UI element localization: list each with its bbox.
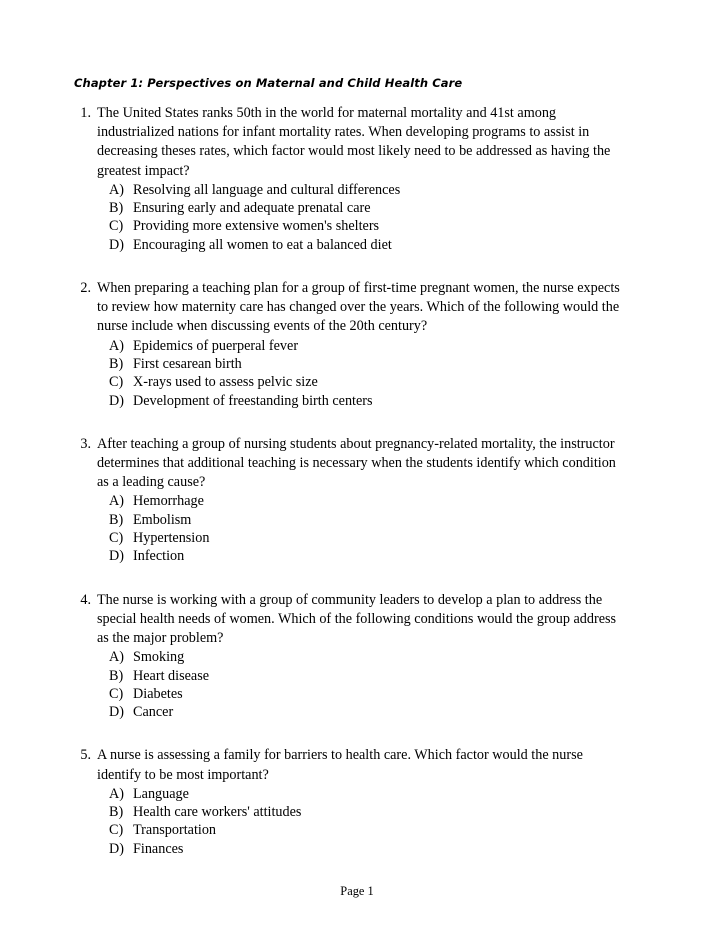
answer-option[interactable]: [109, 821, 626, 839]
question-number: 4.: [80, 591, 91, 608]
option-text: Cancer: [133, 704, 174, 721]
question-block: [74, 279, 626, 410]
option-text: Hypertension: [133, 530, 210, 546]
question-text: A nurse is assessing a family for barriers to health care. Which factor would the nurse identify to be most important?: [97, 747, 583, 783]
answer-option[interactable]: [109, 236, 626, 254]
option-letter: A): [109, 649, 124, 666]
question-text: When preparing a teaching plan for a group of first-time pregnant women, the nurse expects to review how maternity care has changed over the years. Which of the following would the nurse include when discussing events of the 20th century?: [97, 280, 620, 335]
answer-option[interactable]: [109, 373, 626, 391]
answer-option[interactable]: [109, 217, 626, 235]
option-list: [109, 785, 626, 858]
answer-option[interactable]: [109, 355, 626, 373]
question-block: [74, 435, 626, 566]
chapter-heading: Chapter 1: Perspectives on Maternal and Child Health Care: [74, 76, 463, 90]
answer-option[interactable]: [109, 703, 626, 721]
option-letter: B): [109, 667, 124, 684]
option-text: Transportation: [133, 822, 217, 839]
answer-option[interactable]: [109, 547, 626, 565]
question-number: 1.: [80, 105, 91, 121]
option-text: Development of freestanding birth centers: [133, 392, 373, 409]
option-letter: B): [109, 355, 124, 372]
question-text: The United States ranks 50th in the world for maternal mortality and 41st among industrialized nations for infant mortality rates. When developing programs to assist in decreasing theses rates, which factor would most likely need to be addressed as having the greatest impact?: [97, 105, 611, 179]
question-list: [74, 104, 626, 858]
question-stem-row: [74, 435, 626, 493]
question-block: [74, 104, 626, 254]
option-letter: D): [109, 704, 124, 721]
answer-option[interactable]: [109, 803, 626, 821]
answer-option[interactable]: [109, 840, 626, 858]
answer-option[interactable]: [109, 492, 626, 510]
option-letter: A): [109, 337, 124, 354]
answer-option[interactable]: [109, 337, 626, 355]
page-footer: Page 1: [340, 884, 374, 898]
option-text: Encouraging all women to eat a balanced diet: [133, 236, 392, 253]
option-text: Ensuring early and adequate prenatal care: [133, 200, 371, 217]
question-stem-row: [74, 591, 626, 649]
option-text: Providing more extensive women's shelters: [133, 218, 380, 235]
option-text: Heart disease: [133, 667, 210, 684]
option-text: First cesarean birth: [133, 355, 242, 372]
option-letter: D): [109, 548, 124, 565]
question-stem-row: [74, 279, 626, 337]
answer-option[interactable]: [109, 511, 626, 529]
answer-option[interactable]: [109, 648, 626, 666]
answer-option[interactable]: [109, 181, 626, 199]
option-list: [109, 181, 626, 254]
option-list: [109, 492, 626, 565]
option-letter: D): [109, 392, 124, 409]
option-text: Embolism: [133, 511, 192, 528]
option-letter: C): [109, 218, 124, 235]
answer-option[interactable]: [109, 785, 626, 803]
option-text: Smoking: [133, 649, 185, 666]
option-letter: C): [109, 374, 124, 391]
option-letter: C): [109, 530, 124, 546]
option-text: Infection: [133, 548, 185, 565]
question-number: 3.: [80, 435, 91, 452]
option-letter: A): [109, 493, 124, 510]
question-number: 2.: [80, 280, 91, 296]
option-letter: D): [109, 840, 124, 857]
question-block: [74, 591, 626, 722]
option-letter: A): [109, 181, 124, 198]
question-stem-row: [74, 746, 626, 784]
answer-option[interactable]: [109, 529, 626, 547]
document-body: [74, 76, 626, 858]
option-list: [109, 337, 626, 410]
question-number: 5.: [80, 747, 91, 764]
option-letter: B): [109, 804, 124, 821]
option-letter: B): [109, 200, 124, 217]
option-letter: C): [109, 685, 124, 702]
option-text: Hemorrhage: [133, 493, 204, 510]
question-text: After teaching a group of nursing students about pregnancy-related mortality, the instructor determines that additional teaching is necessary when the students identify which condition as a leading cause?: [97, 435, 616, 491]
option-letter: C): [109, 822, 124, 839]
option-text: Epidemics of puerperal fever: [133, 337, 299, 354]
option-letter: D): [109, 236, 124, 253]
option-text: Health care workers' attitudes: [133, 804, 302, 821]
option-list: [109, 648, 626, 721]
answer-option[interactable]: [109, 392, 626, 410]
option-letter: A): [109, 785, 124, 802]
answer-option[interactable]: [109, 685, 626, 703]
option-text: Finances: [133, 840, 184, 857]
question-text: The nurse is working with a group of community leaders to develop a plan to address the special health needs of women. Which of the following conditions would the group address as the major problem?: [97, 591, 617, 646]
option-text: Diabetes: [133, 685, 183, 702]
question-block: [74, 746, 626, 858]
question-stem-row: [74, 104, 626, 181]
answer-option[interactable]: [109, 667, 626, 685]
option-text: X-rays used to assess pelvic size: [133, 374, 318, 391]
answer-option[interactable]: [109, 199, 626, 217]
option-letter: B): [109, 511, 124, 528]
option-text: Resolving all language and cultural differences: [133, 181, 401, 198]
option-text: Language: [133, 785, 189, 802]
